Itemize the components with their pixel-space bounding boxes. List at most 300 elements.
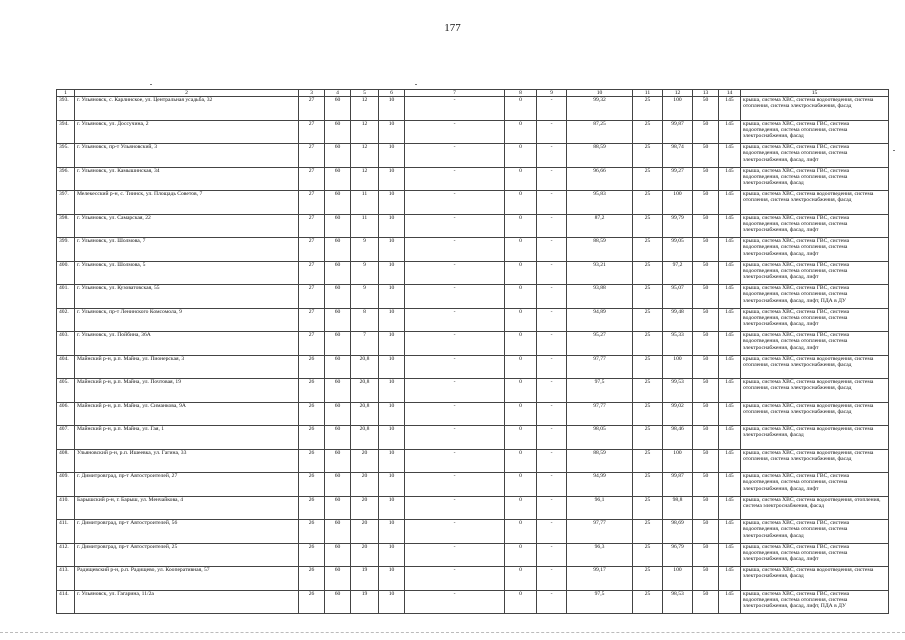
table-cell: 25 xyxy=(633,590,663,614)
table-cell: 10 xyxy=(379,402,405,426)
table-cell: 94,99 xyxy=(567,473,633,497)
address-cell: г. Ульяновск, ул. Шолмова, 7 xyxy=(75,238,299,262)
table-cell: 25 xyxy=(633,308,663,332)
row-number: 394. xyxy=(57,120,75,144)
table-cell: 12 xyxy=(351,144,379,168)
row-number: 409. xyxy=(57,473,75,497)
works-cell: крыша, система ХВС, система водоотведения, система отопления, система электроснабжения, фасад xyxy=(741,97,889,121)
table-cell: - xyxy=(405,332,505,356)
row-number: 400. xyxy=(57,261,75,285)
address-cell: г. Ульяновск, пр-т Ленинского Комсомола, 9 xyxy=(75,308,299,332)
table-cell: 27 xyxy=(299,261,325,285)
table-cell: 25 xyxy=(633,402,663,426)
address-cell: Майнский р-н, р.п. Майна, ул. Пионерская, 3 xyxy=(75,355,299,379)
table-cell: 26 xyxy=(299,355,325,379)
table-cell: 60 xyxy=(325,426,351,450)
table-cell: 97,2 xyxy=(663,261,693,285)
table-cell: 27 xyxy=(299,167,325,191)
table-cell: 100 xyxy=(663,449,693,473)
table-cell: 145 xyxy=(719,449,741,473)
table-cell: 25 xyxy=(633,144,663,168)
table-cell: 26 xyxy=(299,567,325,591)
table-cell: 10 xyxy=(379,496,405,520)
table-cell: - xyxy=(537,120,567,144)
table-cell: - xyxy=(537,496,567,520)
table-cell: 12 xyxy=(351,167,379,191)
table-cell: 10 xyxy=(379,308,405,332)
table-cell: - xyxy=(537,238,567,262)
page-number: 177 xyxy=(444,22,461,34)
column-header: 3 xyxy=(299,90,325,97)
works-cell: крыша, система ХВС, система ГВС, система водоотведения, система отопления, система электроснабжения, фасад xyxy=(741,520,889,544)
table-cell: 25 xyxy=(633,473,663,497)
table-cell: 0 xyxy=(505,167,537,191)
table-cell: 26 xyxy=(299,426,325,450)
table-cell: - xyxy=(537,449,567,473)
table-cell: - xyxy=(405,449,505,473)
table-cell: 97,5 xyxy=(567,590,633,614)
table-cell: 88,59 xyxy=(567,449,633,473)
address-cell: г. Ульяновск, с. Карлинское, ул. Центральная усадьба, 32 xyxy=(75,97,299,121)
column-header: 14 xyxy=(719,90,741,97)
table-cell: 96,66 xyxy=(567,167,633,191)
table-cell: - xyxy=(405,426,505,450)
works-cell: крыша, система ХВС, система водоотведения, система отопления, система электроснабжения, фасад xyxy=(741,379,889,403)
table-cell: 98,69 xyxy=(663,520,693,544)
table-cell: 98,46 xyxy=(663,426,693,450)
table-cell: - xyxy=(537,543,567,567)
table-cell: 26 xyxy=(299,520,325,544)
table-cell: 60 xyxy=(325,355,351,379)
works-cell: крыша, система ХВС, система ГВС, система водоотведения, система отопления, система электроснабжения, фасад xyxy=(741,120,889,144)
table-cell: 12 xyxy=(351,120,379,144)
table-cell: - xyxy=(405,355,505,379)
table-cell: 25 xyxy=(633,332,663,356)
table-cell: 96,1 xyxy=(567,496,633,520)
table-row xyxy=(57,520,889,544)
table-cell: 60 xyxy=(325,285,351,309)
address-cell: г. Димитровград, пр-т Автостроителей, 25 xyxy=(75,543,299,567)
table-cell: 60 xyxy=(325,473,351,497)
table-cell: 99,48 xyxy=(663,308,693,332)
table-cell: - xyxy=(537,167,567,191)
column-header: 8 xyxy=(505,90,537,97)
table-cell: 145 xyxy=(719,426,741,450)
table-cell: 50 xyxy=(693,426,719,450)
table-cell: 10 xyxy=(379,567,405,591)
table-cell: 26 xyxy=(299,590,325,614)
table-row xyxy=(57,402,889,426)
table-cell: 97,77 xyxy=(567,520,633,544)
table-cell: 94,89 xyxy=(567,308,633,332)
table-cell: 9 xyxy=(351,285,379,309)
table-cell: 50 xyxy=(693,473,719,497)
table-cell: 60 xyxy=(325,520,351,544)
table-cell: 88,59 xyxy=(567,144,633,168)
table-cell: 27 xyxy=(299,238,325,262)
table-cell: 60 xyxy=(325,496,351,520)
table-cell: 0 xyxy=(505,214,537,238)
table-cell: 0 xyxy=(505,567,537,591)
column-header: 15 xyxy=(741,90,889,97)
table-cell: 0 xyxy=(505,261,537,285)
row-number: 401. xyxy=(57,285,75,309)
table-row xyxy=(57,144,889,168)
table-cell: - xyxy=(405,379,505,403)
table-cell: 11 xyxy=(351,191,379,215)
table-cell: 10 xyxy=(379,332,405,356)
table-cell: 0 xyxy=(505,144,537,168)
table-cell: 60 xyxy=(325,261,351,285)
address-cell: г. Ульяновск, пр-т Ульяновский, 3 xyxy=(75,144,299,168)
column-header: 1 xyxy=(57,90,75,97)
table-cell: 99,02 xyxy=(663,402,693,426)
table-cell: 19 xyxy=(351,590,379,614)
row-number: 405. xyxy=(57,379,75,403)
table-cell: 27 xyxy=(299,191,325,215)
table-cell: - xyxy=(405,167,505,191)
table-cell: 20 xyxy=(351,543,379,567)
table-row xyxy=(57,543,889,567)
table-cell: 27 xyxy=(299,97,325,121)
address-cell: Майнский р-н, р.п. Майна, ул. Гая, 1 xyxy=(75,426,299,450)
works-cell: крыша, система ХВС, система водоотведения, система отопления, система электроснабжения, фасад xyxy=(741,449,889,473)
table-cell: 99,79 xyxy=(663,214,693,238)
table-cell: 26 xyxy=(299,449,325,473)
table-cell: 100 xyxy=(663,97,693,121)
column-header: 2 xyxy=(75,90,299,97)
works-cell: крыша, система ХВС, система водоотведения, система электроснабжения, фасад xyxy=(741,426,889,450)
column-header: 12 xyxy=(663,90,693,97)
table-cell: 145 xyxy=(719,285,741,309)
works-cell: крыша, система ХВС, система ГВС, система водоотведения, система отопления, система электроснабжения, фасад, лифт, ПДА в ДУ xyxy=(741,590,889,614)
table-cell: 25 xyxy=(633,120,663,144)
table-cell: 20,8 xyxy=(351,402,379,426)
row-number: 404. xyxy=(57,355,75,379)
table-cell: 27 xyxy=(299,308,325,332)
table-cell: - xyxy=(537,97,567,121)
table-row xyxy=(57,285,889,309)
table-cell: 60 xyxy=(325,97,351,121)
table-cell: 10 xyxy=(379,426,405,450)
table-cell: - xyxy=(537,191,567,215)
address-cell: Майнский р-н, р.п. Майна, ул. Симанкова, 9А xyxy=(75,402,299,426)
works-cell: крыша, система ХВС, система водоотведения, система отопления, система электроснабжения, фасад xyxy=(741,402,889,426)
table-cell: 97,5 xyxy=(567,379,633,403)
table-cell: 95,07 xyxy=(663,285,693,309)
table-cell: 0 xyxy=(505,402,537,426)
address-cell: Радищевский р-н, р.п. Радищево, ул. Кооперативная, 57 xyxy=(75,567,299,591)
works-cell: крыша, система ХВС, система водоотведения, система отопления, система электроснабжения, фасад xyxy=(741,355,889,379)
table-cell: 145 xyxy=(719,332,741,356)
table-cell: 87,2 xyxy=(567,214,633,238)
table-cell: - xyxy=(537,402,567,426)
table-cell: 10 xyxy=(379,191,405,215)
table-cell: 0 xyxy=(505,191,537,215)
table-cell: 0 xyxy=(505,120,537,144)
address-cell: г. Ульяновск, ул. Камышинская, 34 xyxy=(75,167,299,191)
table-cell: 98,53 xyxy=(663,590,693,614)
table-row xyxy=(57,496,889,520)
table-cell: 60 xyxy=(325,590,351,614)
table-cell: 50 xyxy=(693,285,719,309)
scan-speck xyxy=(150,84,152,85)
table-cell: 98,05 xyxy=(567,426,633,450)
address-cell: Барышский р-н, г. Барыш, ул. Менчайкова, 4 xyxy=(75,496,299,520)
table-cell: 145 xyxy=(719,120,741,144)
row-number: 402. xyxy=(57,308,75,332)
table-cell: - xyxy=(405,144,505,168)
table-cell: 27 xyxy=(299,332,325,356)
table-cell: 10 xyxy=(379,261,405,285)
table-cell: 87,25 xyxy=(567,120,633,144)
table-cell: - xyxy=(537,261,567,285)
works-cell: крыша, система ХВС, система ГВС, система водоотведения, система отопления, система электроснабжения, фасад xyxy=(741,167,889,191)
table-cell: 50 xyxy=(693,590,719,614)
table-cell: - xyxy=(537,520,567,544)
table-cell: 20 xyxy=(351,520,379,544)
table-cell: 60 xyxy=(325,167,351,191)
table-cell: 20,8 xyxy=(351,379,379,403)
table-cell: 26 xyxy=(299,473,325,497)
table-cell: - xyxy=(537,144,567,168)
table-cell: - xyxy=(537,426,567,450)
capital-repair-table xyxy=(56,89,889,614)
table-cell: - xyxy=(405,285,505,309)
table-cell: 25 xyxy=(633,520,663,544)
row-number: 406. xyxy=(57,402,75,426)
table-cell: 0 xyxy=(505,496,537,520)
address-cell: г. Ульяновск, ул. Самарская, 22 xyxy=(75,214,299,238)
table-row xyxy=(57,167,889,191)
table-cell: 20,8 xyxy=(351,355,379,379)
table-cell: 0 xyxy=(505,543,537,567)
table-cell: 60 xyxy=(325,449,351,473)
table-cell: 60 xyxy=(325,543,351,567)
table-cell: 145 xyxy=(719,402,741,426)
works-cell: крыша, система ХВС, система ГВС, система водоотведения, система отопления, система электроснабжения, фасад, лифт xyxy=(741,308,889,332)
table-cell: - xyxy=(537,567,567,591)
table-cell: 93,88 xyxy=(567,285,633,309)
table-cell: 145 xyxy=(719,567,741,591)
table-body xyxy=(57,97,889,614)
table-cell: 25 xyxy=(633,285,663,309)
table-row xyxy=(57,191,889,215)
table-cell: 97,77 xyxy=(567,355,633,379)
table-cell: 10 xyxy=(379,167,405,191)
works-cell: крыша, система ХВС, система водоотведения, отопления, система электроснабжения, фасад xyxy=(741,496,889,520)
table-cell: 25 xyxy=(633,567,663,591)
table-cell: 60 xyxy=(325,402,351,426)
scan-speck xyxy=(415,84,417,85)
table-cell: 145 xyxy=(719,191,741,215)
column-header: 4 xyxy=(325,90,351,97)
table-cell: 25 xyxy=(633,379,663,403)
table-cell: - xyxy=(405,496,505,520)
table-cell: 0 xyxy=(505,449,537,473)
table-cell: 25 xyxy=(633,355,663,379)
table-cell: 50 xyxy=(693,238,719,262)
table-cell: 50 xyxy=(693,261,719,285)
row-number: 393. xyxy=(57,97,75,121)
table-row xyxy=(57,97,889,121)
table-cell: - xyxy=(405,214,505,238)
table-cell: - xyxy=(537,308,567,332)
table-cell: 99,17 xyxy=(567,567,633,591)
column-header: 13 xyxy=(693,90,719,97)
table-cell: 50 xyxy=(693,332,719,356)
row-number: 397. xyxy=(57,191,75,215)
table-cell: 60 xyxy=(325,120,351,144)
table-cell: 19 xyxy=(351,567,379,591)
table-cell: 50 xyxy=(693,308,719,332)
table-cell: 145 xyxy=(719,167,741,191)
table-cell: 0 xyxy=(505,355,537,379)
address-cell: г. Димитровград, пр-т Автостроителей, 56 xyxy=(75,520,299,544)
table-cell: 10 xyxy=(379,144,405,168)
table-cell: 0 xyxy=(505,473,537,497)
table-row xyxy=(57,379,889,403)
table-cell: - xyxy=(405,520,505,544)
table-cell: - xyxy=(405,543,505,567)
row-number: 412. xyxy=(57,543,75,567)
works-cell: крыша, система ХВС, система ГВС, система водоотведения, система отопления, система электроснабжения, фасад, лифт xyxy=(741,144,889,168)
table-cell: 98,74 xyxy=(663,144,693,168)
table-cell: 99,87 xyxy=(663,120,693,144)
table-cell: 0 xyxy=(505,238,537,262)
table-cell: 25 xyxy=(633,238,663,262)
table-cell: 26 xyxy=(299,379,325,403)
table-cell: 50 xyxy=(693,214,719,238)
works-cell: крыша, система ХВС, система ГВС, система водоотведения, система отопления, система электроснабжения, фасад, лифт xyxy=(741,238,889,262)
table-cell: 145 xyxy=(719,355,741,379)
table-cell: 10 xyxy=(379,355,405,379)
table-cell: - xyxy=(405,261,505,285)
row-number: 411. xyxy=(57,520,75,544)
table-cell: 10 xyxy=(379,214,405,238)
row-number: 408. xyxy=(57,449,75,473)
table-cell: 10 xyxy=(379,238,405,262)
works-cell: крыша, система ХВС, система ГВС, система водоотведения, система отопления, система электроснабжения, фасад, лифт xyxy=(741,261,889,285)
table-cell: 145 xyxy=(719,308,741,332)
table-cell: 50 xyxy=(693,543,719,567)
table-cell: - xyxy=(405,402,505,426)
table-cell: 99,53 xyxy=(663,379,693,403)
table-cell: - xyxy=(405,97,505,121)
table-cell: 50 xyxy=(693,167,719,191)
table-cell: 25 xyxy=(633,97,663,121)
column-header: 6 xyxy=(379,90,405,97)
table-cell: 10 xyxy=(379,543,405,567)
table-cell: 96,3 xyxy=(567,543,633,567)
table-cell: - xyxy=(537,379,567,403)
works-cell: крыша, система ХВС, система ГВС, система водоотведения, система отопления, система электроснабжения, фасад, лифт xyxy=(741,332,889,356)
table-cell: 8 xyxy=(351,308,379,332)
table-cell: 145 xyxy=(719,496,741,520)
table-cell: 25 xyxy=(633,426,663,450)
table-cell: - xyxy=(537,285,567,309)
row-number: 396. xyxy=(57,167,75,191)
table-cell: 25 xyxy=(633,214,663,238)
table-cell: - xyxy=(405,120,505,144)
table-cell: 100 xyxy=(663,567,693,591)
table-cell: 0 xyxy=(505,332,537,356)
table-cell: 60 xyxy=(325,238,351,262)
row-number: 403. xyxy=(57,332,75,356)
table-cell: 145 xyxy=(719,543,741,567)
table-cell: 50 xyxy=(693,567,719,591)
table-cell: - xyxy=(405,191,505,215)
table-cell: - xyxy=(405,238,505,262)
table-cell: - xyxy=(405,567,505,591)
table-cell: 145 xyxy=(719,238,741,262)
table-cell: - xyxy=(537,355,567,379)
table-row xyxy=(57,567,889,591)
column-header: 7 xyxy=(405,90,505,97)
scan-speck xyxy=(893,150,895,151)
table-cell: 145 xyxy=(719,473,741,497)
table-cell: 25 xyxy=(633,496,663,520)
table-row xyxy=(57,473,889,497)
table-cell: 0 xyxy=(505,285,537,309)
table-row xyxy=(57,214,889,238)
table-cell: 26 xyxy=(299,496,325,520)
address-cell: Мелекесский р-н, с. Тиинск, ул. Площадь Советов, 7 xyxy=(75,191,299,215)
table-cell: 0 xyxy=(505,379,537,403)
table-cell: 50 xyxy=(693,520,719,544)
table-cell: 60 xyxy=(325,379,351,403)
table-cell: 145 xyxy=(719,97,741,121)
table-cell: 10 xyxy=(379,120,405,144)
table-cell: - xyxy=(537,473,567,497)
table-cell: 145 xyxy=(719,144,741,168)
table-cell: 27 xyxy=(299,120,325,144)
table-cell: 0 xyxy=(505,520,537,544)
table-cell: 93,21 xyxy=(567,261,633,285)
table-cell: 20 xyxy=(351,473,379,497)
column-header: 10 xyxy=(567,90,633,97)
table-cell: 95,83 xyxy=(567,191,633,215)
table-cell: 98,8 xyxy=(663,496,693,520)
works-cell: крыша, система ХВС, система ГВС, система водоотведения, система отопления, система электроснабжения, фасад, лифт, ПДА в ДУ xyxy=(741,285,889,309)
header-row xyxy=(57,90,889,97)
table-row xyxy=(57,355,889,379)
table-cell: 25 xyxy=(633,167,663,191)
table-cell: 50 xyxy=(693,355,719,379)
row-number: 410. xyxy=(57,496,75,520)
table-cell: 145 xyxy=(719,379,741,403)
column-header: 5 xyxy=(351,90,379,97)
table-cell: - xyxy=(405,308,505,332)
table-cell: 50 xyxy=(693,402,719,426)
works-cell: крыша, система ХВС, система ГВС, система водоотведения, система отопления, система электроснабжения, фасад, лифт xyxy=(741,473,889,497)
table-cell: - xyxy=(405,473,505,497)
table-cell: 97,77 xyxy=(567,402,633,426)
table-cell: 0 xyxy=(505,426,537,450)
column-header: 9 xyxy=(537,90,567,97)
address-cell: г. Ульяновск, ул. Доссучина, 2 xyxy=(75,120,299,144)
works-cell: крыша, система ХВС, система водоотведения, система электроснабжения, фасад xyxy=(741,567,889,591)
table-cell: 25 xyxy=(633,191,663,215)
table-row xyxy=(57,308,889,332)
table-cell: - xyxy=(537,214,567,238)
table-cell: 25 xyxy=(633,543,663,567)
table-cell: 60 xyxy=(325,191,351,215)
table-cell: 27 xyxy=(299,285,325,309)
table-cell: 9 xyxy=(351,238,379,262)
table-cell: 99,05 xyxy=(663,238,693,262)
table-row xyxy=(57,238,889,262)
